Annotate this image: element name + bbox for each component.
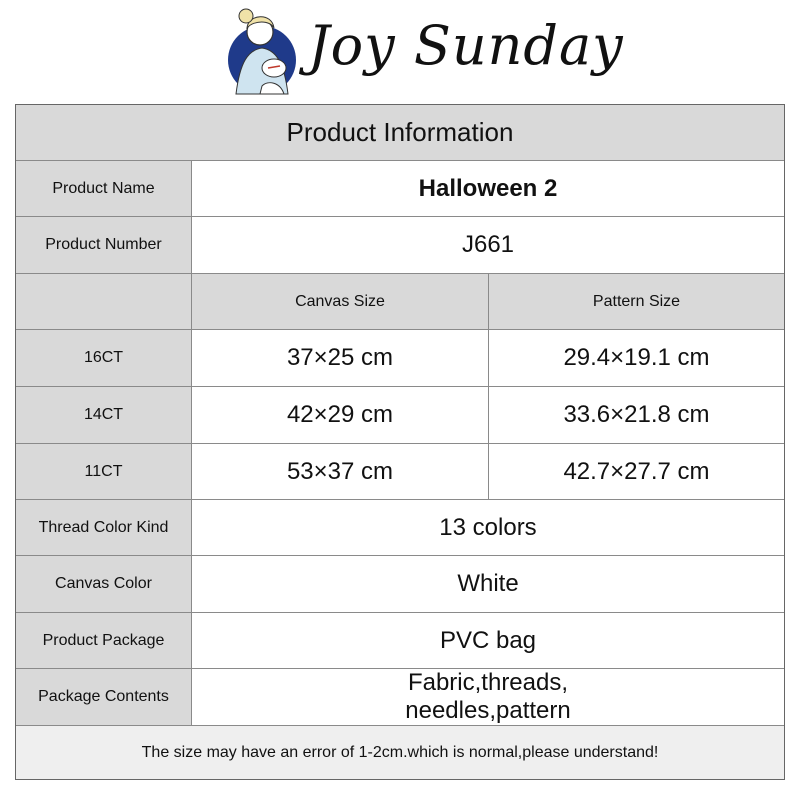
canvas-color-value: White — [192, 556, 784, 613]
table-title: Product Information — [16, 105, 784, 161]
size-error-note: The size may have an error of 1-2cm.which is normal,please understand! — [16, 726, 784, 779]
thread-color-label: Thread Color Kind — [16, 500, 192, 556]
size-count-label: 11CT — [16, 444, 192, 500]
product-name-label: Product Name — [16, 161, 192, 217]
package-contents-line: needles,pattern — [405, 697, 571, 724]
size-count-label: 16CT — [16, 330, 192, 387]
canvas-color-label: Canvas Color — [16, 556, 192, 613]
brand-name: Joy Sunday — [308, 14, 624, 77]
embroidery-woman-icon — [222, 2, 302, 98]
package-contents-value — [192, 669, 784, 726]
product-info-table — [15, 104, 785, 780]
brand-header — [0, 0, 800, 100]
canvas-size-value: 53×37 cm — [192, 444, 489, 500]
pattern-size-value: 42.7×27.7 cm — [489, 444, 784, 500]
product-number-label: Product Number — [16, 217, 192, 274]
package-contents-line: Fabric,threads, — [407, 669, 569, 696]
product-name-value: Halloween 2 — [192, 161, 784, 217]
size-count-label: 14CT — [16, 387, 192, 444]
canvas-size-value: 37×25 cm — [192, 330, 489, 387]
canvas-size-header: Canvas Size — [192, 274, 489, 330]
pattern-size-value: 29.4×19.1 cm — [489, 330, 784, 387]
product-package-value: PVC bag — [192, 613, 784, 669]
thread-color-value: 13 colors — [192, 500, 784, 556]
pattern-size-header: Pattern Size — [489, 274, 784, 330]
package-contents-label: Package Contents — [16, 669, 192, 726]
pattern-size-value: 33.6×21.8 cm — [489, 387, 784, 444]
product-package-label: Product Package — [16, 613, 192, 669]
size-header-blank — [16, 274, 192, 330]
canvas-size-value: 42×29 cm — [192, 387, 489, 444]
product-number-value: J661 — [192, 217, 784, 274]
